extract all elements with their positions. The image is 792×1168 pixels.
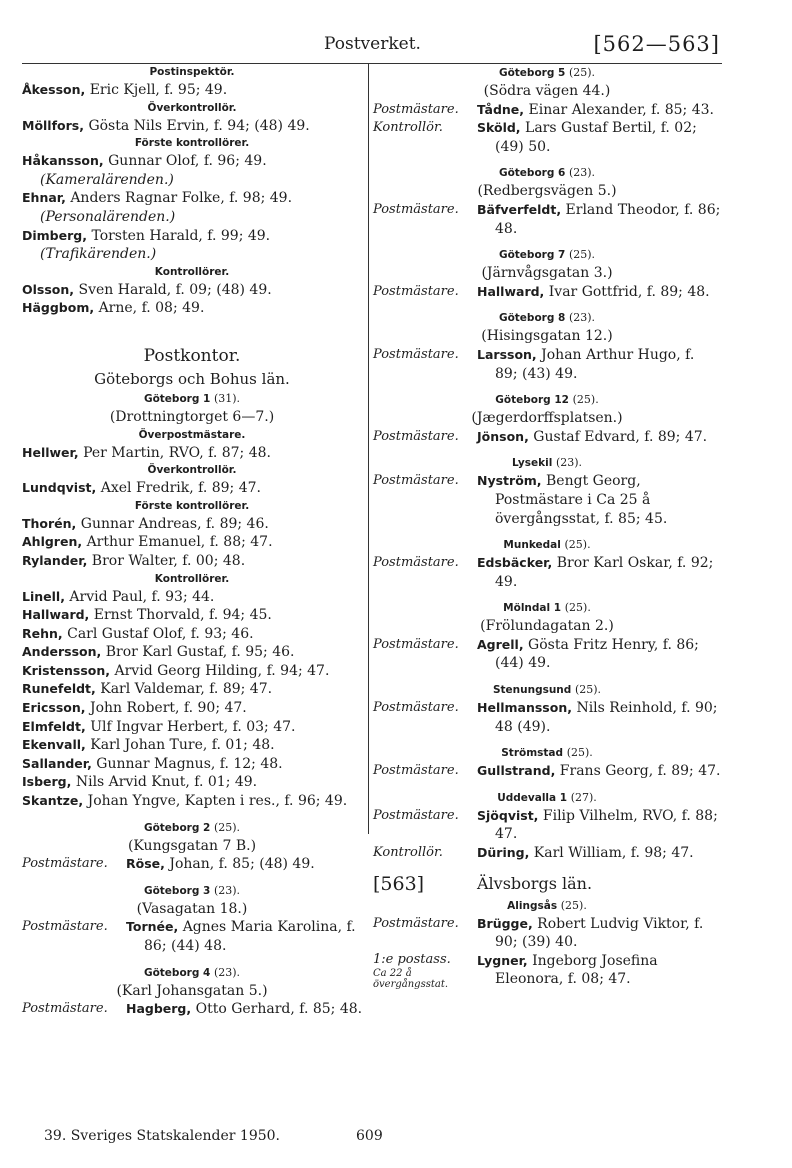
section-heading: Förste kontrollörer. [134,137,250,150]
entry: Postmästare. Sjöqvist, Filip Vilhelm, RVO, f. 88; 47. [373,807,718,843]
entry: Postmästare. Hagberg, Otto Gerhard, f. 85; 48. [22,1001,363,1018]
office-heading: Mölndal 1 (25). [503,601,591,615]
section-heading: Kontrollörer. [154,572,230,585]
postkontor-heading: Postkontor. [143,345,241,366]
section-heading: Postinspektör. [149,66,235,78]
office-heading: Göteborg 5 (25). [498,66,596,79]
office-address: (Drottningtorget 6—7.) [109,408,275,425]
office-address: (Karl Johansgatan 5.) [116,982,268,999]
office-heading: Alingsås (25). [507,898,587,912]
office-heading: Göteborg 12 (25). [495,393,599,407]
entry: Sallander, Gunnar Magnus, f. 12; 48. [22,755,283,772]
office-heading: Göteborg 4 (23). [143,965,241,979]
entry: Postmästare. Röse, Johan, f. 85; (48) 49. [22,856,315,873]
office-heading: Göteborg 1 (31). [143,391,241,405]
entry: Postmästare. Tådne, Einar Alexander, f. 85; 43. [373,101,714,118]
office-address: (Hisingsgatan 12.) [481,328,613,345]
entry: Postmästare. Tornée, Agnes Maria Karolina, f. 86; (44) 48. [22,919,356,954]
office-address: (Jægerdorffsplatsen.) [471,410,623,427]
entry: Kontrollör. Sköld, Lars Gustaf Bertil, f. 02; (49) 50. [373,120,697,155]
office-heading: Strömstad (25). [501,746,593,760]
entry: Ekenvall, Karl Johan Ture, f. 01; 48. [22,737,275,754]
entry: Dimberg, Torsten Harald, f. 99; 49. (Trafikärenden.) [22,227,271,263]
running-header-title: Postverket. [324,34,421,54]
entry: Isberg, Nils Arvid Knut, f. 01; 49. [22,774,258,791]
office-heading: Göteborg 3 (23). [143,883,241,897]
entry: Kontrollör. Düring, Karl William, f. 98; 47. [373,845,694,862]
section-heading: Förste kontrollörer. [134,499,250,512]
column-divider [368,64,369,834]
office-address: (Redbergsvägen 5.) [477,183,617,200]
county-row [373,871,721,897]
office-heading: Stenungsund (25). [492,683,602,697]
entry: Runefeldt, Karl Valdemar, f. 89; 47. [22,681,273,698]
office-heading: Munkedal (25). [503,538,591,552]
entry: Möllfors, Gösta Nils Ervin, f. 94; (48) 49. [22,117,310,134]
entry: Postmästare. Agrell, Gösta Fritz Henry, f. 86; (44) 49. [373,636,699,672]
office-address: (Järnvågsgatan 3.) [481,265,613,282]
entry: Håkansson, Gunnar Olof, f. 96; 49. (Kameralärenden.) [22,153,267,188]
entry: Ericsson, John Robert, f. 90; 47. [22,700,247,717]
office-address: (Frölundagatan 2.) [480,618,614,635]
left-column [22,64,362,1019]
entry: Olsson, Sven Harald, f. 09; (48) 49. [22,281,272,298]
entry: Lundqvist, Axel Fredrik, f. 89; 47. [22,480,261,497]
office-heading: Göteborg 7 (25). [498,248,596,262]
running-header-pages: [562—563] [593,32,720,56]
right-column [373,64,721,990]
entry: 1:e postass. Ca 22 å övergångsstat. Lygner, Ingeborg Josefina Eleonora, f. 08; 47. [373,951,658,990]
office-heading: Göteborg 6 (23). [498,166,596,180]
entry: Postmästare. Hellmansson, Nils Reinhold, f. 90; 48 (49). [373,700,718,735]
entry: Postmästare. Jönson, Gustaf Edvard, f. 89; 47. [373,428,708,445]
entry: Åkesson, Eric Kjell, f. 95; 49. [22,82,228,98]
entry: Skantze, Johan Yngve, Kapten i res., f. 96; 49. [22,793,348,810]
entry: Elmfeldt, Ulf Ingvar Herbert, f. 03; 47. [22,718,296,735]
entry: Thorén, Gunnar Andreas, f. 89; 46. [22,515,269,532]
footer-publication: 39. Sveriges Statskalender 1950. [44,1128,281,1144]
footer-page-number: 609 [356,1128,383,1144]
section-heading: Kontrollörer. [154,265,230,278]
entry: Postmästare. Nyström, Bengt Georg, Postmästare i Ca 25 å övergångsstat, f. 85; 45. [373,473,668,527]
entry: Rehn, Carl Gustaf Olof, f. 93; 46. [22,625,254,642]
office-address: (Vasagatan 18.) [136,900,248,917]
entry: Ehnar, Anders Ragnar Folke, f. 98; 49. (Personalärenden.) [22,190,293,225]
section-heading: Överkontrollör. [147,464,237,477]
entry: Hellwer, Per Martin, RVO, f. 87; 48. [22,444,271,461]
office-address: (Södra vägen 44.) [483,83,611,99]
entry: Hallward, Ernst Thorvald, f. 94; 45. [22,607,272,624]
entry: Rylander, Bror Walter, f. 00; 48. [22,552,246,569]
entry: Postmästare. Brügge, Robert Ludvig Viktor, f. 90; (39) 40. [373,915,704,951]
page-marker: [563] [373,872,425,895]
county-heading: Göteborgs och Bohus län. [94,369,290,388]
section-heading: Överpostmästare. [138,428,246,441]
entry: Häggbom, Arne, f. 08; 49. [22,300,205,317]
entry: Postmästare. Hallward, Ivar Gottfrid, f. 89; 48. [373,283,710,300]
office-heading: Göteborg 8 (23). [498,311,596,325]
office-heading: Uddevalla 1 (27). [497,790,597,804]
entry: Postmästare. Gullstrand, Frans Georg, f. 89; 47. [373,763,721,780]
entry: Ahlgren, Arthur Emanuel, f. 88; 47. [22,534,273,551]
office-heading: Göteborg 2 (25). [143,820,241,834]
office-address: (Kungsgatan 7 B.) [127,837,257,854]
section-heading: Överkontrollör. [147,101,237,114]
entry: Postmästare. Bäfverfeldt, Erland Theodor, f. 86; 48. [373,201,721,237]
entry: Andersson, Bror Karl Gustaf, f. 95; 46. [22,644,295,661]
office-heading: Lysekil (23). [511,456,583,470]
county-heading: Älvsborgs län. [477,873,593,893]
entry: Linell, Arvid Paul, f. 93; 44. [22,588,215,605]
entry: Postmästare. Larsson, Johan Arthur Hugo, f. 89; (43) 49. [373,346,695,382]
entry: Kristensson, Arvid Georg Hilding, f. 94; 47. [22,662,330,679]
entry: Postmästare. Edsbäcker, Bror Karl Oskar, f. 92; 49. [373,555,714,590]
